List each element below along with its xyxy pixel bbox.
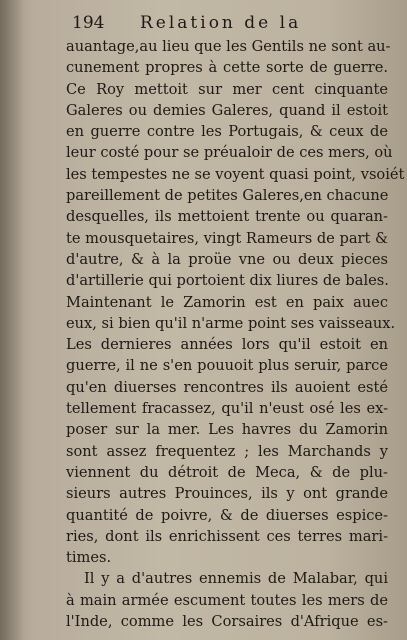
text-line: pareillement de petites Galeres,en chacune — [66, 187, 389, 205]
text-line: auantage,au lieu que les Gentils ne sont au- — [66, 38, 391, 55]
text-line: à main armée escument toutes les mers de — [66, 591, 388, 609]
text-line: les tempestes ne se voyent quasi point, vsoiét — [66, 165, 405, 183]
text-line: cunement propres à cette sorte de guerre. — [66, 59, 388, 77]
text-line: poser sur la mer. Les havres du Zamorin — [66, 421, 388, 439]
text-line: Maintenant le Zamorin est en paix auec — [66, 293, 388, 311]
text-line: guerre, il ne s'en pouuoit plus seruir, parce — [66, 357, 388, 375]
text-line: quantité de poivre, & de diuerses espice- — [66, 506, 388, 524]
text-line: sont assez frequentez ; les Marchands y — [66, 442, 388, 460]
text-line: te mousquetaires, vingt Rameurs de part & — [66, 229, 388, 247]
text-line: ries, dont ils enrichissent ces terres mari- — [66, 527, 388, 545]
text-line: leur costé pour se préualoir de ces mers, où — [66, 144, 393, 162]
paragraph-start-line: Il y a d'autres ennemis de Malabar, qui — [84, 570, 388, 588]
text-line: viennent du détroit de Meca, & de plu- — [66, 463, 388, 481]
running-title: Relation de la — [140, 13, 302, 33]
text-line: eux, si bien qu'il n'arme point ses vaisseaux. — [66, 314, 396, 332]
text-line: l'Inde, comme les Corsaires d'Afrique es- — [66, 613, 388, 631]
body-text — [66, 36, 405, 632]
text-line: Galeres ou demies Galeres, quand il estoit — [66, 101, 388, 119]
running-head — [72, 10, 392, 36]
text-line: desquelles, ils mettoient trente ou quaran- — [66, 208, 388, 226]
text-line: times. — [66, 549, 112, 567]
text-line: Les dernieres années lors qu'il estoit en — [66, 336, 388, 354]
text-line: d'autre, & à la proüe vne ou deux pieces — [66, 250, 388, 268]
text-line: d'artillerie qui portoient dix liures de bales. — [66, 272, 389, 290]
text-line: sieurs autres Prouinces, ils y ont grande — [66, 485, 388, 503]
text-line: Ce Roy mettoit sur mer cent cinquante — [66, 80, 388, 98]
text-line: qu'en diuerses rencontres ils auoient esté — [66, 378, 388, 396]
text-line: tellement fracassez, qu'il n'eust osé les ex- — [66, 400, 388, 418]
page-number: 194 — [72, 13, 105, 33]
gutter-shadow — [0, 0, 24, 640]
text-line: en guerre contre les Portugais, & ceux de — [66, 123, 388, 141]
